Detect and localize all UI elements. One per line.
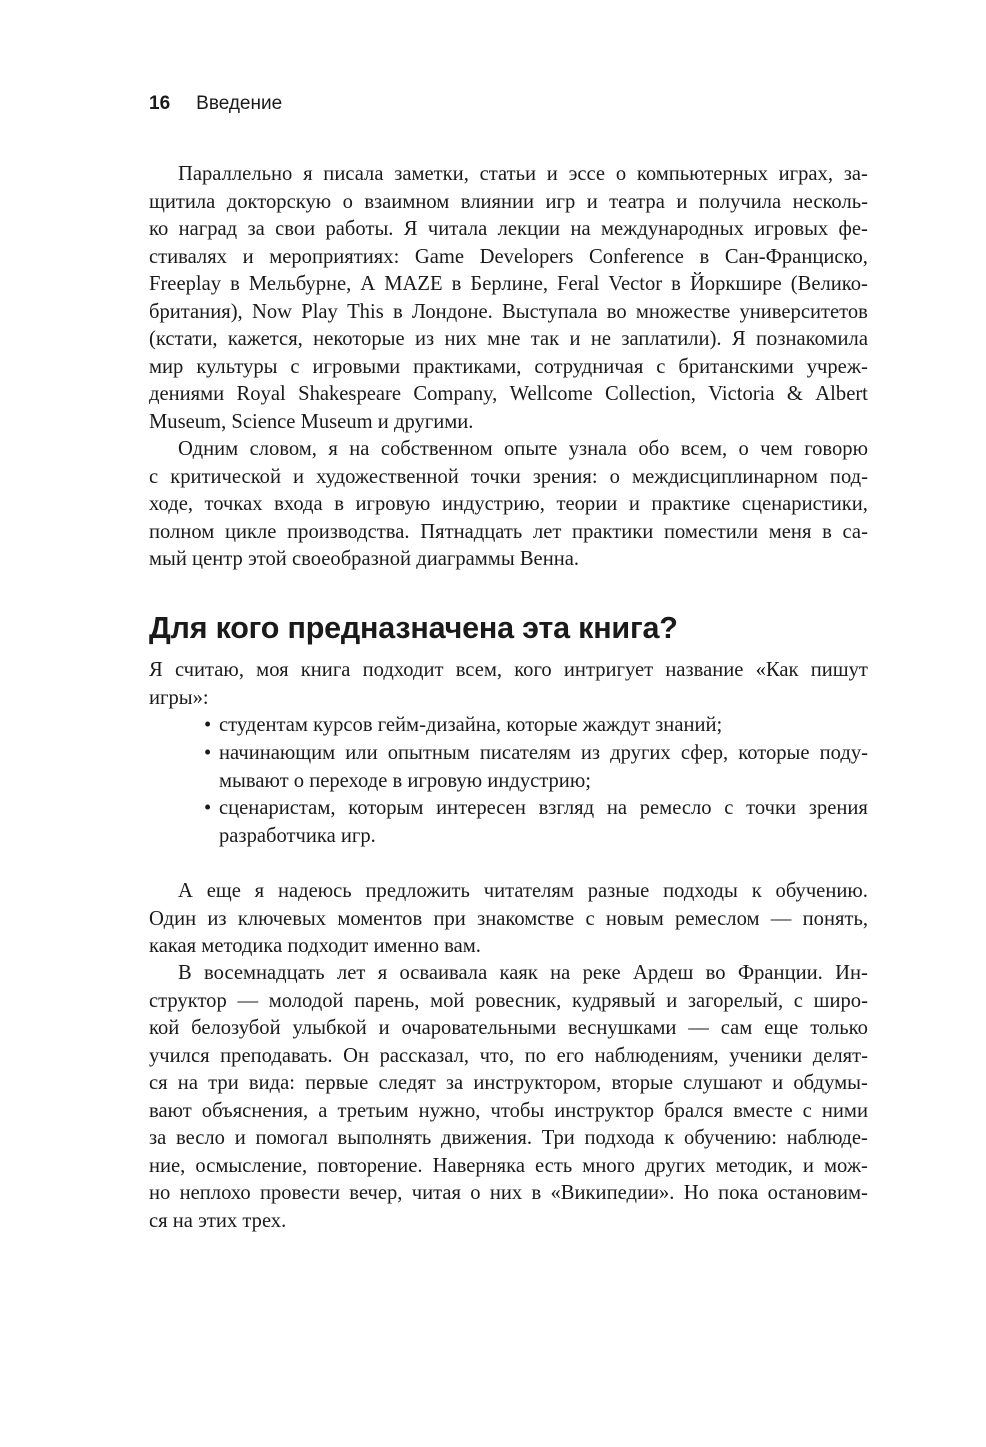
text-line: Параллельно я писала заметки, статьи и эссе о компьютерных играх, за-	[178, 163, 868, 185]
text-line: ние, осмысление, повторение. Наверняка есть много других методик, и мож-	[149, 1154, 868, 1177]
text-line: за весло и помогал выполнять движения. Три подхода к обучению: наблюде-	[149, 1127, 868, 1149]
section-heading: Для кого предназначена эта книга?	[149, 611, 678, 645]
text-line: щитила докторскую о взаимном влиянии игр и театра и получила несколь-	[149, 190, 868, 213]
text-line: мый центр этой своеобразной диаграммы Венна.	[149, 548, 580, 570]
text-line: Один из ключевых моментов при знакомстве с новым ремеслом — понять,	[149, 907, 868, 930]
section-title: Введение	[196, 93, 283, 114]
paragraph	[149, 878, 868, 961]
text-line: кой белозубой улыбкой и очаровательными веснушками — сам еще только	[149, 1017, 868, 1039]
text-line: Одним словом, я на собственном опыте узнала обо всем, о чем говорю	[178, 438, 868, 460]
text-line: какая методика подходит именно вам.	[149, 935, 481, 957]
text-line: структор — молодой парень, мой ровесник, кудрявый и загорелый, с широ-	[149, 989, 868, 1012]
text-line: мывают о переходе в игровую индустрию;	[219, 769, 591, 792]
intro-paragraph	[149, 657, 868, 712]
list-item-text	[219, 795, 868, 850]
text-line: разработчика игр.	[219, 824, 376, 847]
text-line: сценаристам, которым интересен взгляд на ремесло с точки зрения	[219, 797, 868, 819]
page-number: 16	[149, 93, 171, 114]
list-item	[149, 740, 868, 795]
text-line: А еще я надеюсь предложить читателям разные подходы к обучению.	[178, 880, 868, 902]
bullet: •	[204, 714, 212, 736]
list-item	[149, 795, 868, 850]
text-line: Я считаю, моя книга подходит всем, кого интригует название «Как пишут	[149, 659, 868, 681]
text-line: начинающим или опытным писателям из других сфер, которые поду-	[219, 742, 868, 764]
running-head	[149, 92, 282, 116]
text-line: Freeplay в Мельбурне, A MAZE в Берлине, Feral Vector в Йоркшире (Велико-	[149, 273, 868, 295]
text-line: британия), Now Play This в Лондоне. Выступала во множестве университетов	[149, 300, 868, 323]
bullet: •	[204, 742, 212, 764]
text-line: полном цикле производства. Пятнадцать лет практики поместили меня в са-	[149, 520, 868, 543]
text-line: Museum, Science Museum и другими.	[149, 410, 474, 433]
text-line: ко наград за свои работы. Я читала лекции на международных игровых фе-	[149, 218, 868, 240]
text-line: с критической и художественной точки зрения: о междисциплинарном под-	[149, 465, 868, 488]
text-line: ходе, точках входа в игровую индустрию, теории и практике сценаристики,	[149, 493, 868, 515]
text-line: вают объяснения, а третьим нужно, чтобы инструктор брался вместе с ними	[149, 1099, 868, 1122]
text-line: игры»:	[149, 686, 209, 709]
text-line: ся на три вида: первые следят за инструктором, вторые слушают и обдумы-	[149, 1072, 868, 1094]
text-line: ся на этих трех.	[149, 1209, 287, 1232]
paragraph	[149, 960, 868, 1235]
text-line: студентам курсов гейм-дизайна, которые жаждут знаний;	[219, 714, 723, 736]
list-item-text	[219, 712, 868, 740]
text-line: В восемнадцать лет я осваивала каяк на реке Ардеш во Франции. Ин-	[178, 962, 868, 984]
text-line: мир культуры с игровыми практиками, сотрудничая с британскими учреж-	[149, 355, 868, 378]
text-line: стивалях и мероприятиях: Game Developers Conference в Сан-Франциско,	[149, 245, 868, 268]
bullet: •	[204, 797, 212, 819]
text-line: учился преподавать. Он рассказал, что, по его наблюдениям, ученики делят-	[149, 1044, 868, 1067]
paragraph	[149, 161, 868, 436]
list-item-text	[219, 740, 868, 795]
text-line: (кстати, кажется, некоторые из них мне так и не заплатили). Я познакомила	[149, 328, 868, 350]
text-line: но неплохо провести вечер, читая о них в «Википедии». Но пока остановим-	[149, 1182, 868, 1204]
text-line: дениями Royal Shakespeare Company, Wellcome Collection, Victoria & Albert	[149, 383, 868, 405]
list-item	[149, 712, 868, 740]
paragraph	[149, 436, 868, 574]
